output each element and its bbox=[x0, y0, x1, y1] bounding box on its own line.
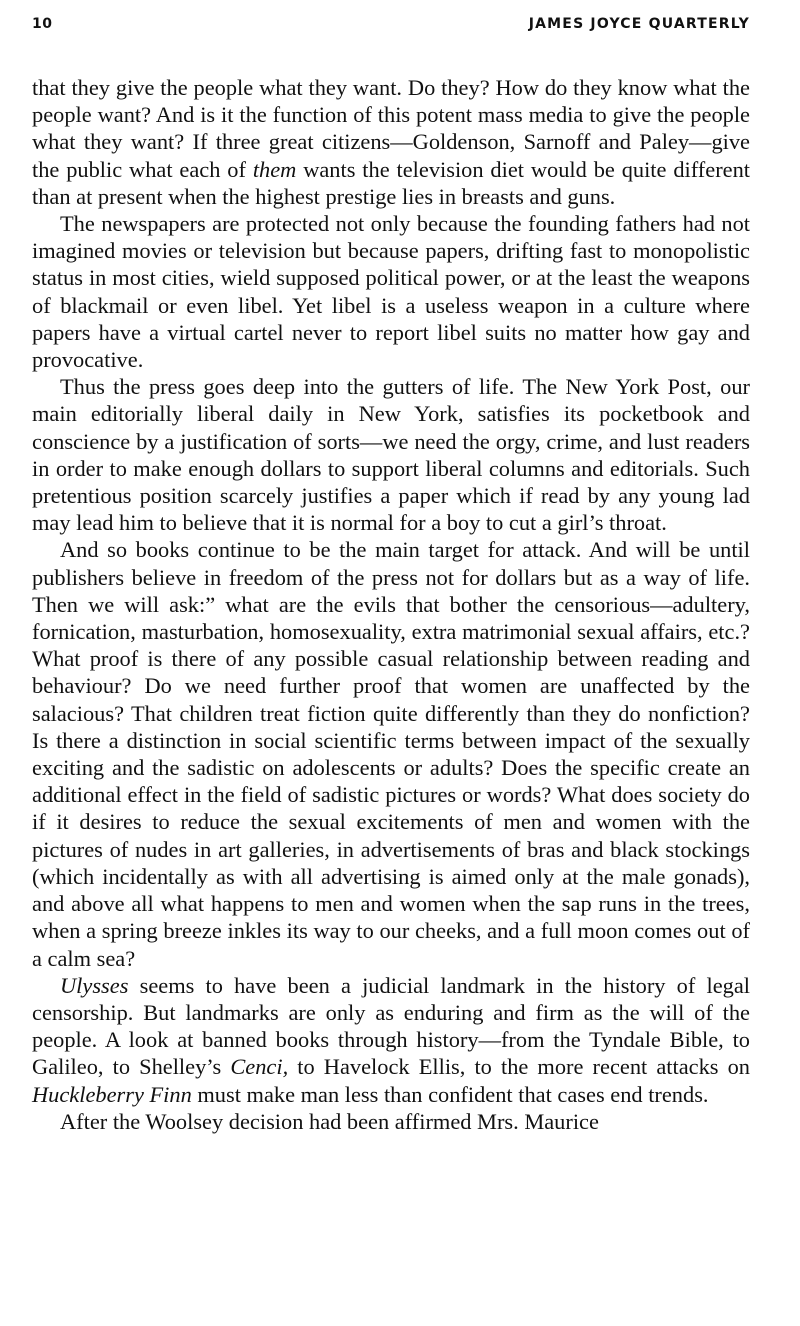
italic-them: them bbox=[252, 156, 297, 182]
paragraph-5-text-c: must make man less than confident that cases end trends. bbox=[191, 1081, 709, 1107]
running-head bbox=[32, 8, 750, 34]
paragraph-1-text-a: that they give the people what they want. Do they? How do they know what the people want? And is it the function of this potent mass media to give the people what they want? If three great citizens—Goldenson, Sarnoff and Paley—give the public what each of bbox=[32, 75, 750, 182]
paragraph-4: And so books continue to be the main target for attack. And will be until publishers believe in freedom of the press not for dollars but as a way of life. Then we will ask:” what are the evils that bother the censorious—adultery, fornication, masturbation, homosexuality, extra matrimonial sexual affairs, etc.? What proof is there of any possible casual relationship between reading and behaviour? Do we need further proof that women are unaffected by the salacious? That children treat fiction quite differently than they do nonfiction? Is there a distinction in social scientific terms between impact of the sexually exciting and the sadistic on adolescents or adults? Does the specific create an additional effect in the field of sadistic pictures or words? What does society do if it desires to reduce the sexual excitements of men and women with the pictures of nudes in art galleries, in advertisements of bras and black stockings (which incidentally as with all advertising is aimed only at the male gonads), and above all what happens to men and women when the sap runs in the trees, when a spring breeze inkles its way to our cheeks, and a full moon comes out of a calm sea? bbox=[32, 537, 750, 971]
paragraph-5-text-b: to Havelock Ellis, to the more recent attacks on bbox=[288, 1054, 750, 1080]
italic-ulysses: Ulysses bbox=[60, 972, 129, 998]
paragraph-1-text-b: wants the television diet would be quite different than at present when the highest prestige lies in breasts and guns. bbox=[32, 156, 750, 209]
paragraph-6: After the Woolsey decision had been affirmed Mrs. Maurice bbox=[60, 1108, 599, 1134]
italic-cenci: Cenci, bbox=[230, 1054, 289, 1080]
paragraph-1 bbox=[32, 74, 750, 210]
paragraph-2: The newspapers are protected not only because the founding fathers had not imagined movies or television but because papers, drifting fast to monopolistic status in most cities, wield supposed political power, or at the least the weapons of blackmail or even libel. Yet libel is a useless weapon in a culture where papers have a virtual cartel never to report libel suits no matter how gay and provocative. bbox=[32, 211, 750, 373]
journal-title: JAMES JOYCE QUARTERLY bbox=[528, 16, 750, 32]
page-number: 10 bbox=[32, 16, 53, 32]
paragraph-3: Thus the press goes deep into the gutters of life. The New York Post, our main editorially liberal daily in New York, satisfies its pocketbook and conscience by a justification of sorts—we need the orgy, crime, and lust readers in order to make enough dollars to support liberal columns and editorials. Such pretentious position scarcely justifies a paper which if read by any young lad may lead him to believe that it is normal for a boy to cut a girl’s throat. bbox=[32, 374, 750, 536]
paragraph-5-text-a: seems to have been a judicial landmark in the history of legal censorship. But landmarks are only as enduring and firm as the will of the people. A look at banned books through history—from the Tyndale Bible, to Galileo, to Shelley’s bbox=[32, 972, 750, 1080]
paragraph-5 bbox=[32, 972, 750, 1108]
italic-huckleberry-finn: Huckleberry Finn bbox=[32, 1081, 192, 1107]
body-text bbox=[32, 74, 750, 1135]
